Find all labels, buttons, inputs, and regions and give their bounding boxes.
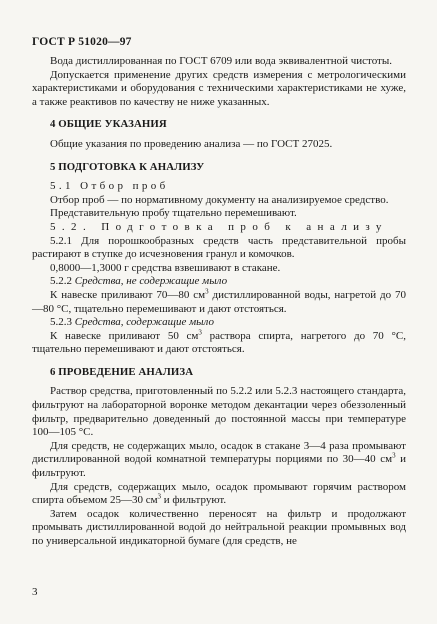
section-5-title: 5 ПОДГОТОВКА К АНАЛИЗУ (50, 160, 205, 173)
subsection-5-2-2-title: Средства, не содержащие мыло (74, 275, 228, 288)
text-part: и фильтруют. (161, 494, 227, 507)
text-part: Для средств, содержащих мыло, осадок промывают горячим раствором спирта объемом 25—30 см (32, 480, 406, 507)
superscript: 3 (392, 451, 396, 460)
section-4-title: 4 ОБЩИЕ УКАЗАНИЯ (50, 118, 167, 131)
section-6-paragraph-3 (32, 481, 406, 508)
section-6-paragraph-4: Затем осадок количественно переносят на фильтр и продолжают промывать дистиллированной водой до нейтральной реакции промывных вод по универсальной индикаторной бумаге (для средств, не (32, 507, 406, 547)
subsection-5-2-heading: 5.2. Подготовка проб к анализу (50, 220, 388, 233)
page-number: 3 (32, 586, 38, 598)
text-part: дистиллированной воды, нагретой до 70—80 °С, тщательно перемешивают и дают отстояться. (32, 288, 407, 315)
text-part: и фильтруют. (32, 453, 406, 480)
section-6-paragraph-1: Раствор средства, приготовленный по 5.2.2 или 5.2.3 настоящего стандарта, фильтруют на лабораторной воронке методом декантации через обеззоленный фильтр, предварительно доведенный до постоянной массы при температуре 100—105 °С. (32, 385, 406, 439)
superscript: 3 (198, 328, 202, 337)
subsection-5-1-paragraph-2: Представительную пробу тщательно перемешивают. (50, 207, 297, 220)
subsection-5-2-3-title: Средства, содержащие мыло (74, 316, 214, 329)
superscript: 3 (205, 287, 209, 296)
subsection-5-2-2-heading (32, 275, 406, 289)
subsection-5-2-3-heading (32, 316, 406, 330)
subsection-5-2-3-number: 5.2.3 (50, 316, 72, 329)
text-part: Для средств, не содержащих мыло, осадок в стакане 3—4 раза промывают дистиллированной водой комнатной температуры порциями по 30—40 см (32, 439, 406, 466)
subsection-5-1-heading: 5.1 Отбор проб (50, 180, 169, 193)
superscript: 3 (157, 492, 162, 501)
subsection-5-1-paragraph-1: Отбор проб — по нормативному документу на анализируемое средство. (50, 193, 389, 206)
intro-paragraph-1: Вода дистиллированная по ГОСТ 6709 или вода эквивалентной чистоты. (50, 55, 392, 67)
text-part: раствора спирта, нагретого до 70 °С, тщательно перемешивают и дают отстояться. (32, 329, 407, 356)
section-6-title: 6 ПРОВЕДЕНИЕ АНАЛИЗА (50, 365, 194, 378)
subsection-5-2-2-number: 5.2.2 (50, 275, 72, 288)
subsection-5-2-1-weighing: 0,8000—1,3000 г средства взвешивают в стакане. (50, 261, 281, 274)
standard-code-header: ГОСТ Р 51020—97 (32, 36, 132, 48)
text-part: К навеске приливают 50 см (50, 329, 199, 342)
subsection-5-2-1-paragraph: 5.2.1 Для порошкообразных средств часть представительной пробы растирают в ступке до исчезновения гранул и комочков. (32, 234, 406, 261)
section-6-paragraph-2 (32, 440, 406, 481)
text-part: К навеске приливают 70—80 см (50, 288, 206, 301)
subsection-5-2-3-paragraph (32, 330, 406, 357)
subsection-5-2-2-paragraph (32, 289, 406, 316)
section-4-paragraph: Общие указания по проведению анализа — по ГОСТ 27025. (50, 137, 333, 150)
document-body (32, 55, 406, 549)
intro-paragraph-2: Допускается применение других средств измерения с метрологическими характеристиками и оборудования с техническими характеристиками не хуже, а также реактивов по качеству не ниже указанных. (32, 68, 406, 108)
